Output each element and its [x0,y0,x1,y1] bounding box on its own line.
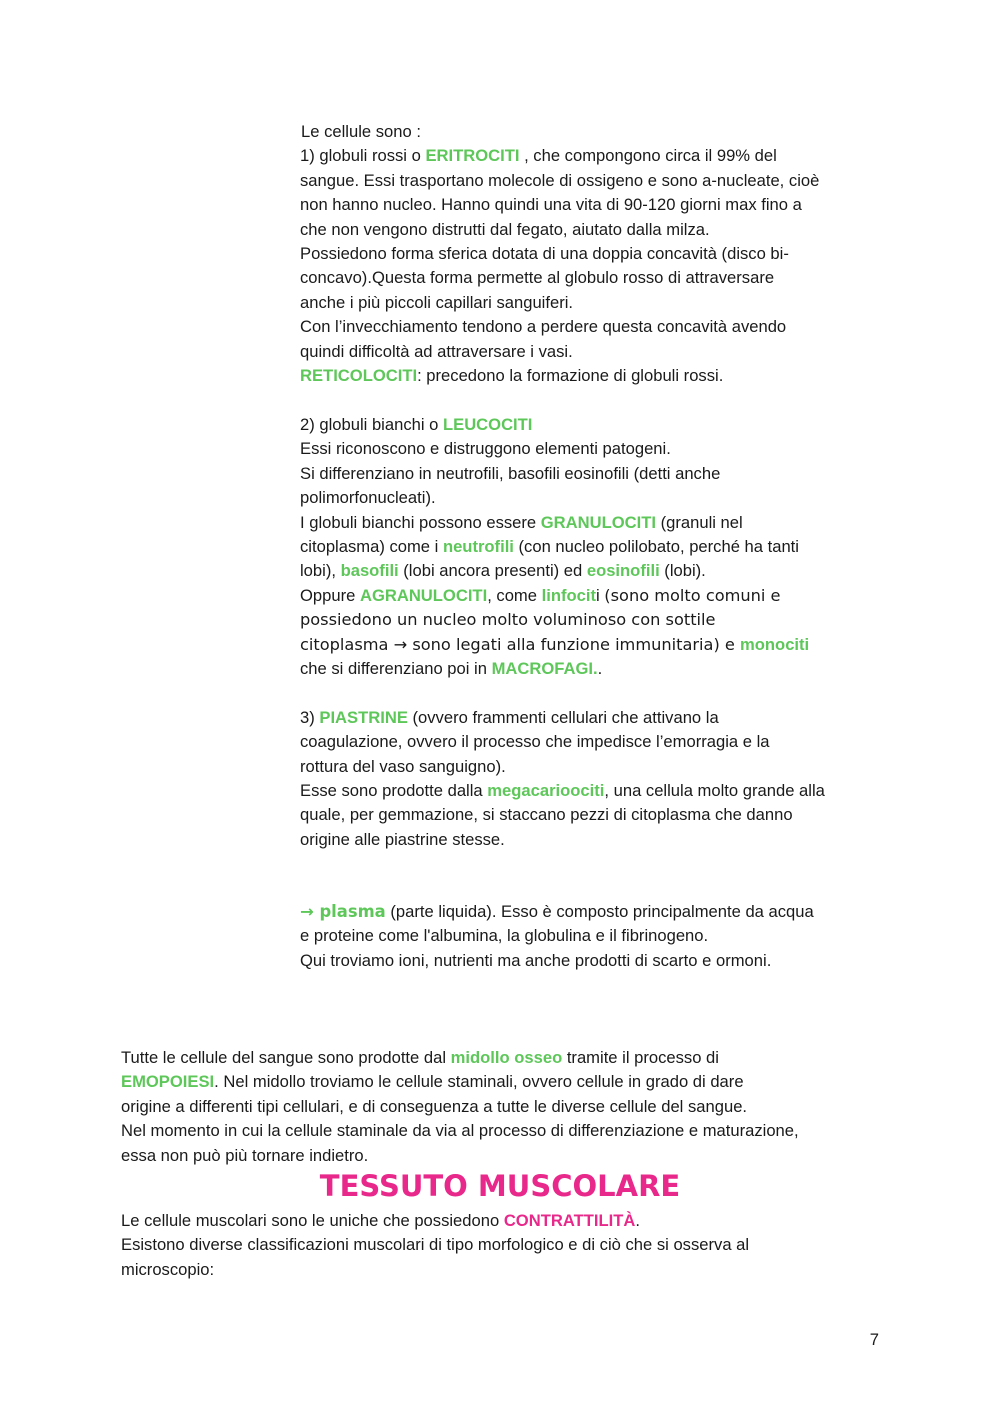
muscle-paragraph [121,1209,749,1282]
text-line [121,1070,799,1094]
text-line [300,559,825,583]
keyword-megacarioociti: megacarioociti [487,780,605,800]
text: Esse sono prodotte dalla [300,780,488,800]
text-line [300,144,825,168]
text-line: Possiedono forma sferica dotata di una doppia concavità (disco bi- [300,244,789,264]
text-line: essa non può più tornare indietro. [121,1145,369,1165]
blank-line [300,681,825,705]
text-line: non hanno nucleo. Hanno quindi una vita di 90-120 giorni max fino a [300,195,802,215]
emopoiesi-paragraph [121,1046,799,1168]
text-line: che non vengono distrutti dal fegato, aiutato dalla milza. [300,219,710,239]
text-line [300,779,825,803]
keyword-eritrociti: ERITROCITI [425,146,520,166]
intro-text: Le cellule sono : [301,122,421,141]
text-line: quale, per gemmazione, si staccano pezzi di citoplasma che danno [300,805,793,825]
text-line: Qui troviamo ioni, nutrienti ma anche prodotti di scarto e ormoni. [300,950,772,970]
text: . [597,658,603,678]
text-line [121,1209,749,1233]
text-line: sangue. Essi trasportano molecole di ossigeno e sono a-nucleate, cioè [300,170,820,190]
text: , come [487,585,542,605]
text-line: Essi riconoscono e distruggono elementi patogeni. [300,439,671,459]
text: lobi), [300,561,341,581]
text: citoplasma) come i [300,536,443,556]
text: (granuli nel [656,512,743,532]
text: 1) globuli rossi o [300,146,426,166]
text-line [300,657,825,681]
text: Oppure [300,585,360,605]
text-line [300,900,814,924]
text-line [300,413,825,437]
text: I globuli bianchi possono essere [300,512,541,532]
keyword-piastrine: PIASTRINE [319,707,408,727]
text-line [300,120,825,144]
keyword-eosinofili: eosinofili [586,561,660,581]
keyword-midollo-osseo: midollo osseo [450,1048,563,1067]
keyword-linfociti: linfocit [541,585,596,605]
text: (lobi ancora presenti) ed [398,561,587,581]
text: , una cellula molto grande alla [604,780,825,800]
text: (con nucleo polilobato, perché ha tanti [513,536,799,556]
keyword-contrattilita: CONTRATTILITÀ [503,1211,636,1230]
text: i [596,585,605,605]
text: (lobi). [659,561,706,581]
text-line [300,535,825,559]
text: , che compongono circa il 99% del [519,146,777,166]
text-line: concavo).Questa forma permette al globulo rosso di attraversare [300,268,775,288]
keyword-monociti: monociti [740,634,810,654]
text: . Nel midollo troviamo le cellule staminali, ovvero cellule in grado di dare [214,1072,744,1092]
text: 3) [300,707,320,727]
text: Tutte le cellule del sangue sono prodotte dal [121,1048,451,1067]
text-line: quindi difficoltà ad attraversare i vasi. [300,341,573,361]
keyword-macrofagi: MACROFAGI. [491,658,598,678]
keyword-neutrofili: neutrofili [442,536,514,556]
text-line: Con l’invecchiamento tendono a perdere questa concavità avendo [300,317,787,337]
text: 2) globuli bianchi o [300,414,443,434]
text-line: origine a differenti tipi cellulari, e di conseguenza a tutte le diverse cellule del sangue. [121,1096,748,1116]
text-line: polimorfonucleati). [300,488,436,508]
text: citoplasma → sono legati alla funzione immunitaria) e [300,634,741,654]
plasma-section [300,900,814,973]
text-line: anche i più piccoli capillari sanguiferi. [300,292,574,312]
text: (parte liquida). Esso è composto principalmente da acqua [385,902,814,921]
section-title: TESSUTO MUSCOLARE [319,1169,681,1203]
text-line: Si differenziano in neutrofili, basofili eosinofili (detti anche [300,463,721,483]
text-line: rottura del vaso sanguigno). [300,756,506,776]
text-line [300,584,825,608]
keyword-granulociti: GRANULOCITI [540,512,656,532]
keyword-emopoiesi: EMOPOIESI [121,1072,215,1092]
text-line [300,633,825,657]
text: . [635,1211,640,1230]
text-line: microscopio: [121,1259,215,1279]
text-line [121,1046,799,1070]
text-line: possiedono un nucleo molto voluminoso con sottile [300,610,716,630]
text-line [300,511,825,535]
page-number: 7 [869,1330,879,1349]
text-line: Esistono diverse classificazioni muscolari di tipo morfologico e di ciò che si osserva al [121,1235,750,1255]
text: Le cellule muscolari sono le uniche che possiedono [121,1211,504,1230]
text-line: origine alle piastrine stesse. [300,829,505,849]
keyword-plasma: → plasma [300,902,386,921]
text: tramite il processo di [562,1048,719,1067]
text: : precedono la formazione di globuli rossi. [417,366,724,386]
text: che si differenziano poi in [300,658,492,678]
text-line: e proteine come l'albumina, la globulina e il fibrinogeno. [300,926,709,946]
text-line [300,364,825,388]
blood-cells-section [300,120,825,852]
text-line: coagulazione, ovvero il processo che impedisce l’emorragia e la [300,732,770,752]
text: (sono molto comuni e [604,585,781,605]
text-line: Nel momento in cui la cellule staminale da via al processo di differenziazione e maturazione, [121,1121,799,1141]
keyword-reticolociti: RETICOLOCITI [300,366,418,386]
keyword-basofili: basofili [340,561,399,581]
text-line [300,706,825,730]
text: (ovvero frammenti cellulari che attivano la [407,707,719,727]
blank-line [300,388,825,412]
keyword-agranulociti: AGRANULOCITI [359,585,488,605]
keyword-leucociti: LEUCOCITI [442,414,533,434]
